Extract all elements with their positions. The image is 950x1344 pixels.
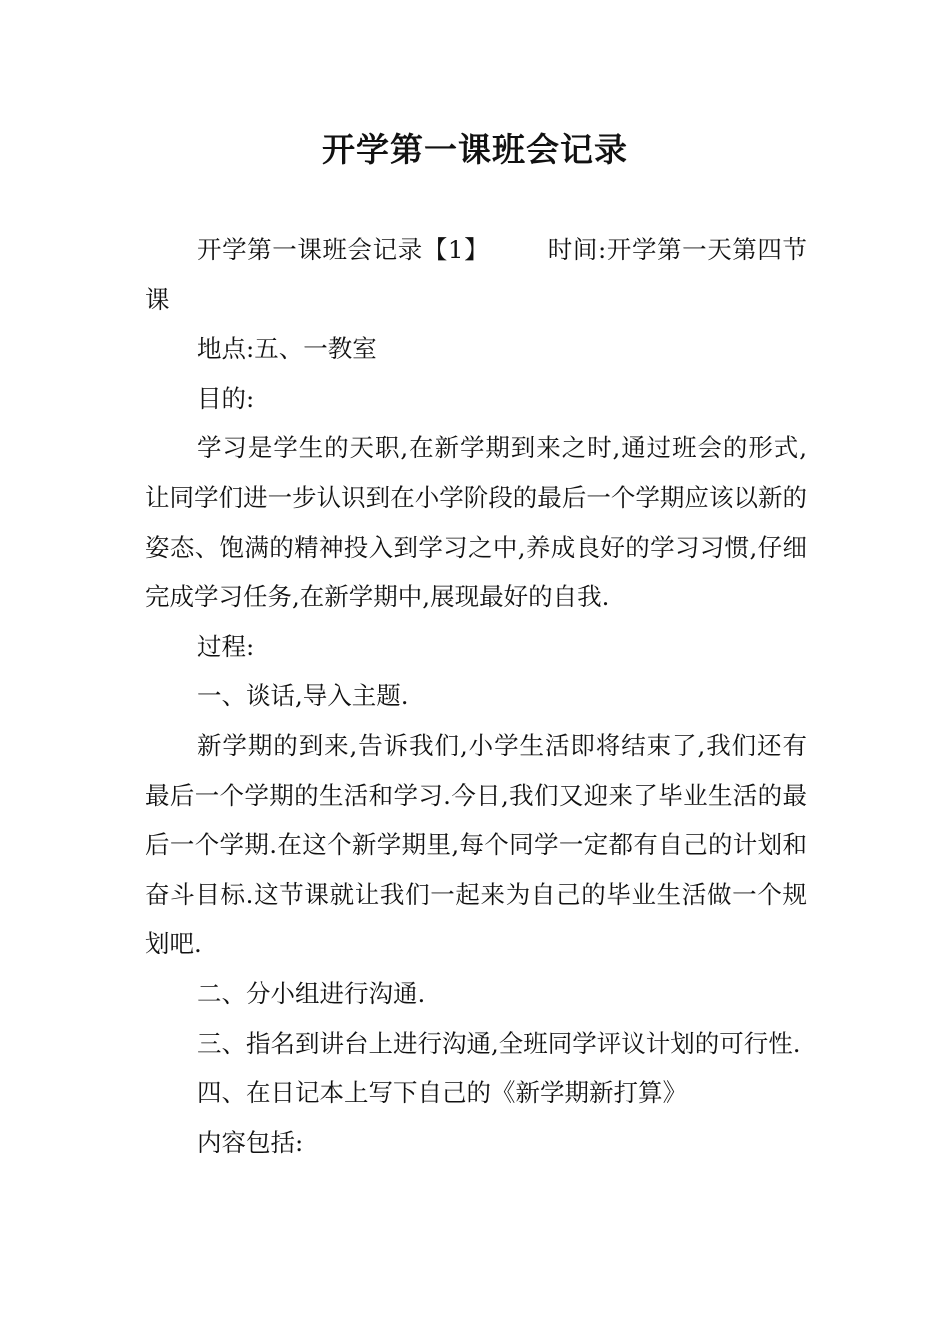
purpose-paragraph: 学习是学生的天职,在新学期到来之时,通过班会的形式,让同学们进一步认识到在小学阶段的最后一个学期应该以新的姿态、饱满的精神投入到学习之中,养成良好的学习习惯,仔细完成学习任务,在新学期中,展现最好的自我. [145, 433, 807, 612]
step-three: 三、指名到讲台上进行沟通,全班同学评议计划的可行性. [197, 1028, 801, 1058]
location-paragraph: 地点:五、一教室 [197, 334, 377, 364]
step-one: 一、谈话,导入主题. [197, 681, 409, 711]
document-body [145, 225, 807, 1167]
step-one-paragraph: 新学期的到来,告诉我们,小学生活即将结束了,我们还有最后一个学期的生活和学习.今日,我们又迎来了毕业生活的最后一个学期.在这个新学期里,每个同学一定都有自己的计划和奋斗目标.这节课就让我们一起来为自己的毕业生活做一个规划吧. [145, 730, 807, 959]
purpose-heading: 目的: [197, 383, 255, 413]
document-title: 开学第一课班会记录 [322, 130, 628, 169]
time-info: 时间:开学第一天第四节课 [145, 235, 807, 314]
step-four: 四、在日记本上写下自己的《新学期新打算》 [197, 1078, 687, 1108]
process-heading: 过程: [197, 631, 255, 661]
step-two: 二、分小组进行沟通. [197, 978, 426, 1008]
header-line [145, 225, 807, 324]
record-heading: 开学第一课班会记录【1】 [197, 235, 490, 264]
content-heading: 内容包括: [197, 1127, 304, 1157]
